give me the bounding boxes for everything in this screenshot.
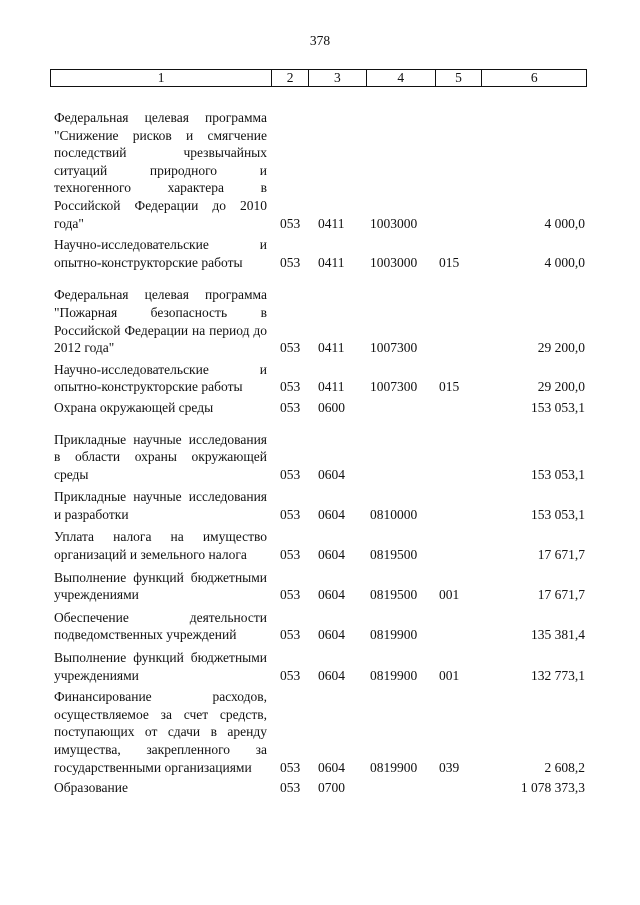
row-col-2: 053 (280, 667, 301, 683)
table-row (50, 488, 587, 523)
column-header-3: 3 (308, 70, 366, 86)
row-col-3: 0411 (318, 254, 345, 270)
row-name: Охрана окружающей среды (54, 399, 214, 415)
table-row (50, 609, 587, 644)
row-col-5: 001 (439, 587, 460, 603)
table-row (50, 688, 587, 776)
row-name: Прикладные научные исследования и разработки (54, 489, 267, 522)
row-col-5: 001 (439, 667, 460, 683)
column-header-5: 5 (435, 70, 482, 86)
row-col-2: 053 (280, 506, 301, 522)
row-col-5: 015 (439, 379, 460, 395)
table-row (50, 286, 587, 356)
row-col-3: 0604 (318, 627, 345, 643)
page-number: 378 (309, 33, 331, 48)
row-col-4: 0819900 (370, 759, 418, 775)
row-amount: 4 000,0 (544, 254, 585, 270)
row-col-2: 053 (280, 379, 301, 395)
table-row (50, 399, 587, 417)
row-name: Научно-исследовательские и опытно-конструкторские работы (54, 361, 267, 395)
row-amount: 153 053,1 (531, 399, 585, 415)
row-col-4: 1007300 (370, 340, 418, 356)
table-row (50, 569, 587, 604)
row-col-3: 0700 (318, 780, 345, 796)
row-col-4: 1007300 (370, 379, 418, 395)
table-row (50, 528, 587, 563)
row-col-2: 053 (280, 399, 301, 415)
table-row (50, 649, 587, 684)
row-name: Федеральная целевая программа "Снижение рисков и смягчение последствий чрезвычайных ситуаций природного и техногенного характера в Российской Федерации до 2010 года" (54, 110, 267, 231)
row-amount: 1 078 373,3 (520, 780, 585, 796)
table-body (50, 109, 587, 797)
row-col-3: 0411 (318, 340, 345, 356)
row-amount: 29 200,0 (537, 379, 585, 395)
row-name: Уплата налога на имущество организаций и земельного налога (54, 529, 267, 563)
column-header-2: 2 (271, 70, 308, 86)
column-header-1: 1 (157, 70, 165, 85)
row-amount: 2 608,2 (544, 759, 585, 775)
row-col-4: 0819500 (370, 587, 418, 603)
row-amount: 17 671,7 (537, 587, 585, 603)
row-col-5: 015 (439, 254, 460, 270)
row-amount: 17 671,7 (537, 547, 585, 563)
table-row (50, 779, 587, 797)
row-col-2: 053 (280, 547, 301, 563)
budget-table (50, 69, 587, 797)
row-col-4: 0819900 (370, 667, 418, 683)
row-amount: 132 773,1 (531, 667, 585, 683)
row-col-2: 053 (280, 215, 301, 231)
row-name: Финансирование расходов, осуществляемое за счет средств, поступающих от сдачи в аренду имущества, закрепленного за государственными организациями (54, 689, 267, 775)
row-amount: 4 000,0 (544, 215, 585, 231)
column-header-row (50, 69, 587, 87)
row-col-2: 053 (280, 759, 301, 775)
row-col-4: 0819500 (370, 547, 418, 563)
row-col-3: 0411 (318, 215, 345, 231)
row-col-3: 0604 (318, 547, 345, 563)
row-col-4: 1003000 (370, 215, 418, 231)
row-col-2: 053 (280, 627, 301, 643)
row-col-3: 0604 (318, 506, 345, 522)
row-col-4: 0810000 (370, 506, 418, 522)
row-col-2: 053 (280, 340, 301, 356)
row-amount: 135 381,4 (531, 627, 585, 643)
row-col-3: 0600 (318, 399, 345, 415)
row-name: Обеспечение деятельности подведомственных учреждений (54, 609, 267, 643)
column-header-4: 4 (366, 70, 435, 86)
table-row (50, 361, 587, 396)
row-amount: 29 200,0 (537, 340, 585, 356)
row-col-3: 0411 (318, 379, 345, 395)
table-row (50, 109, 587, 232)
row-col-2: 053 (280, 780, 301, 796)
row-name: Выполнение функций бюджетными учреждениями (54, 569, 267, 603)
row-name: Выполнение функций бюджетными учреждениями (54, 650, 267, 683)
row-col-3: 0604 (318, 587, 345, 603)
column-header-6: 6 (481, 70, 586, 86)
row-col-5: 039 (439, 759, 460, 775)
row-col-2: 053 (280, 466, 301, 482)
row-col-4: 0819900 (370, 627, 418, 643)
row-name: Научно-исследовательские и опытно-конструкторские работы (54, 237, 267, 270)
row-col-2: 053 (280, 587, 301, 603)
row-col-3: 0604 (318, 667, 345, 683)
row-name: Прикладные научные исследования в области охраны окружающей среды (54, 431, 267, 482)
row-col-3: 0604 (318, 466, 345, 482)
row-name: Федеральная целевая программа "Пожарная безопасность в Российской Федерации на период до 2012 года" (54, 287, 267, 356)
row-amount: 153 053,1 (531, 466, 585, 482)
table-row (50, 431, 587, 484)
row-col-4: 1003000 (370, 254, 418, 270)
row-col-3: 0604 (318, 759, 345, 775)
row-name: Образование (54, 780, 128, 796)
row-col-2: 053 (280, 254, 301, 270)
row-amount: 153 053,1 (531, 506, 585, 522)
table-row (50, 236, 587, 271)
